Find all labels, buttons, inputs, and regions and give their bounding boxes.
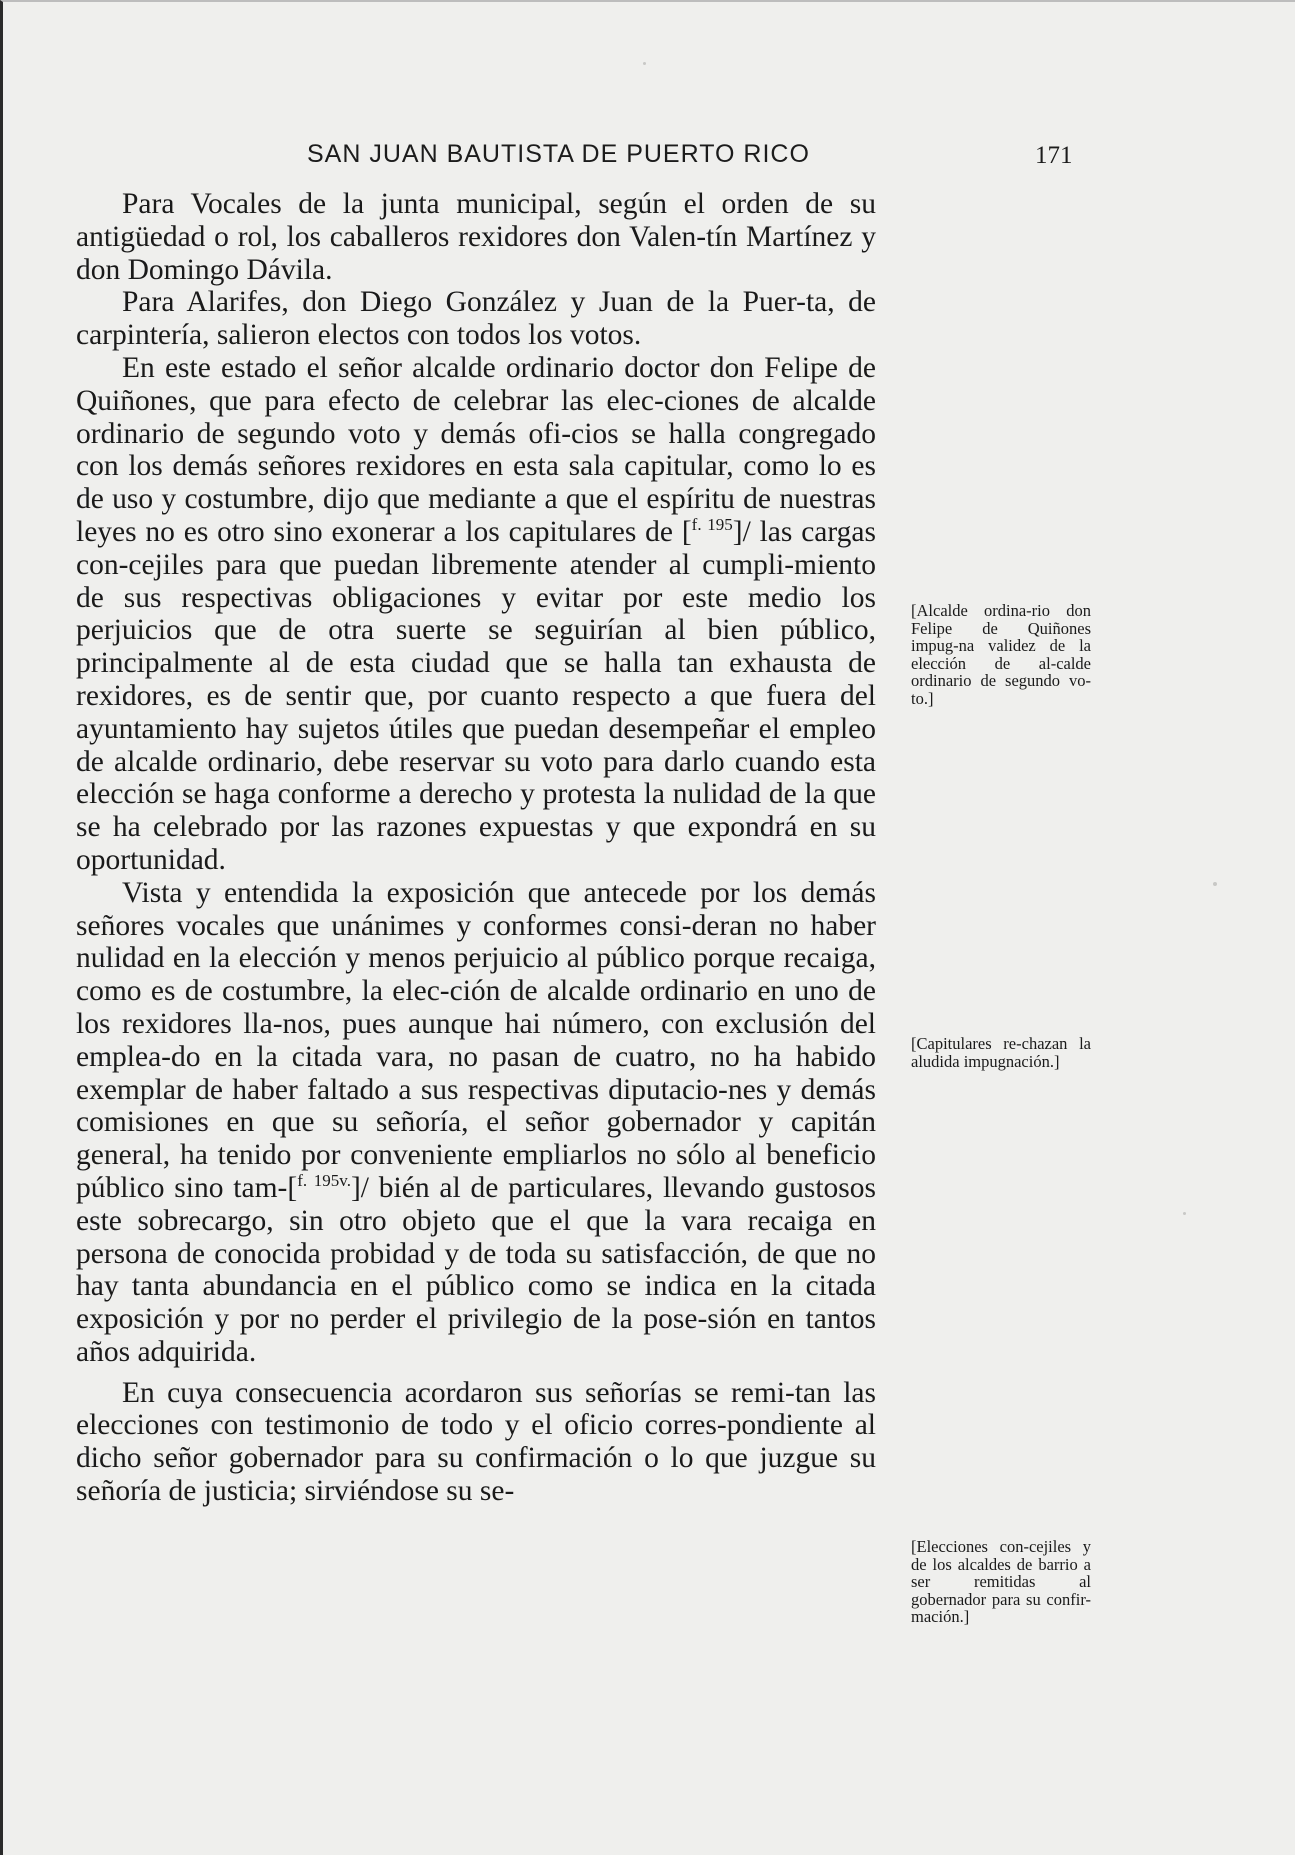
paragraph-text: En este estado el señor alcalde ordinario doctor don Felipe de Quiñones, que para efecto de celebrar las elec-ciones de alcalde ordinario de segundo voto y demás ofi-cios se halla congregado con los demás señores rexidores en esta sala capitular, como lo es de uso y costumbre, dijo que mediante a que el espíritu de nuestras leyes no es otro sino exonerar a los capitulares de [ bbox=[76, 351, 876, 548]
folio-marker: f. 195 bbox=[691, 515, 733, 535]
running-header: SAN JUAN BAUTISTA DE PUERTO RICO bbox=[307, 140, 810, 168]
paper-speck bbox=[643, 62, 646, 65]
margin-note-impugnacion: [Alcalde ordina-rio don Felipe de Quiñones impug-na validez de la elección de al-calde ordinario de segundo vo-to.] bbox=[911, 601, 1091, 708]
paragraph-text: ]/ bién al de particulares, llevando gustosos este sobrecargo, sin otro objeto que el que la vara recaiga en persona de conocida probidad y de toda su satisfacción, de que no hay tanta abundancia en el público como se indica en la citada exposición y por no perder el privilegio de la pose-sión en tantos años adquirida. bbox=[76, 1171, 877, 1368]
page-number: 171 bbox=[1035, 142, 1073, 169]
paragraph-text: Vista y entendida la exposición que antecede por los demás señores vocales que unánimes y conformes consi-deran no haber nulidad en la elección y menos perjuicio al público porque recaiga, como es de costumbre, la elec-ción de alcalde ordinario en uno de los rexidores lla-nos, pues aunque hai número, con exclusión del emplea-do en la citada vara, no pasan de cuatro, no ha habido exemplar de haber faltado a sus respectivas diputacio-nes y demás comisiones en que su señoría, el señor gobernador y capitán general, ha tenido por conveniente empliarlos no sólo al beneficio público sino tam-[ bbox=[76, 876, 876, 1204]
paragraph-text: ]/ las cargas con-cejiles para que puedan libremente atender al cumpli-miento de sus respectivas obligaciones y evitar por este medio los perjuicios que de otra suerte se seguirían al bien público, principalmente al de esta ciudad que se halla tan exhausta de rexidores, es de sentir que, por cuanto respecto a que fuera del ayuntamiento hay sujetos útiles que puedan desempeñar el empleo de alcalde ordinario, debe reservar su voto para darlo cuando esta elección se haga conforme a derecho y protesta la nulidad de la que se ha celebrado por las razones expuestas y que expondrá en su oportunidad. bbox=[76, 515, 877, 876]
paragraph-quinones-objection bbox=[76, 352, 876, 877]
paragraph-vocales: Para Vocales de la junta municipal, según el orden de su antigüedad o rol, los caballeros rexidores don Valen-tín Martínez y don Domingo Dávila. bbox=[76, 188, 876, 286]
margin-note-elecciones: [Elecciones con-cejiles y de los alcaldes de barrio a ser remitidas al gobernador para su confir-mación.] bbox=[911, 1537, 1091, 1626]
main-text-column bbox=[76, 188, 876, 1508]
paper-speck bbox=[1183, 1212, 1186, 1215]
folio-marker: f. 195v. bbox=[297, 1171, 351, 1191]
paragraph-capitulares-response bbox=[76, 877, 876, 1369]
paper-speck bbox=[1213, 882, 1217, 886]
paragraph-consecuencia: En cuya consecuencia acordaron sus señorías se remi-tan las elecciones con testimonio de todo y el oficio corres-pondiente al dicho señor gobernador para su confirmación o lo que juzgue su señoría de justicia; sirviéndose su se- bbox=[76, 1376, 876, 1508]
paragraph-alarifes: Para Alarifes, don Diego González y Juan de la Puer-ta, de carpintería, salieron electos con todos los votos. bbox=[76, 286, 876, 352]
margin-note-rechazo: [Capitulares re-chazan la aludida impugnación.] bbox=[911, 1034, 1091, 1071]
